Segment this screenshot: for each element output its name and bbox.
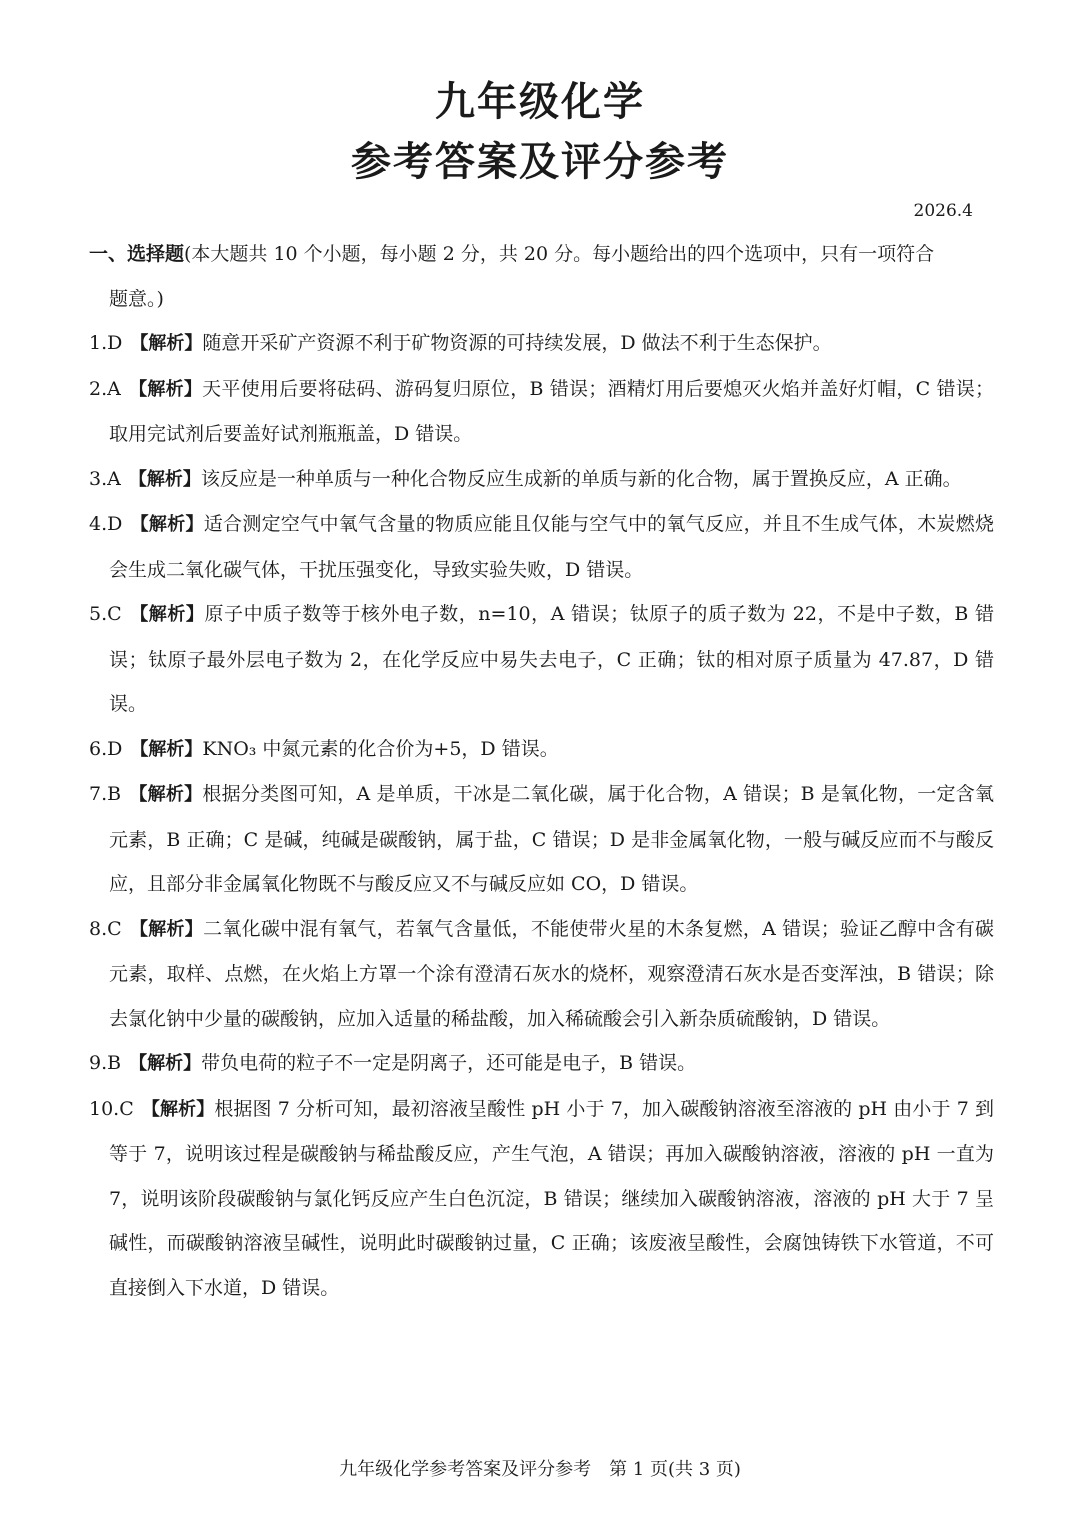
analysis-text: KNO₃ 中氮元素的化合价为+5，D 错误。 bbox=[202, 737, 559, 760]
analysis-text: 带负电荷的粒子不一定是阴离子，还可能是电子，B 错误。 bbox=[201, 1052, 697, 1074]
answer-number: 9.B bbox=[89, 1052, 122, 1074]
analysis-label: 【解析】 bbox=[130, 738, 203, 760]
answer-item bbox=[89, 772, 994, 907]
section-description-cont: 题意。) bbox=[109, 287, 164, 310]
answer-item bbox=[89, 1087, 994, 1311]
answer-number: 4.D bbox=[89, 513, 123, 535]
page-footer: 九年级化学参考答案及评分参考 第 1 页(共 3 页) bbox=[339, 1459, 741, 1480]
answer-number: 5.C bbox=[89, 603, 122, 625]
analysis-label: 【解析】 bbox=[129, 1053, 202, 1074]
analysis-label: 【解析】 bbox=[130, 514, 204, 535]
answer-number: 7.B bbox=[89, 783, 122, 805]
answer-item bbox=[89, 592, 994, 727]
section-description: (本大题共 10 个小题，每小题 2 分，共 20 分。每小题给出的四个选项中，只有一项符合 bbox=[184, 243, 935, 265]
answer-item bbox=[89, 321, 994, 367]
analysis-text: 天平使用后要将砝码、游码复归原位，B 错误；酒精灯用后要熄灭火焰并盖好灯帽，C 错误；取用完试剂后要盖好试剂瓶瓶盖，D 错误。 bbox=[109, 377, 995, 445]
analysis-text: 原子中质子数等于核外电子数，n=10，A 错误；钛原子的质子数为 22，不是中子数，B 错误；钛原子最外层电子数为 2，在化学反应中易失去电子，C 正确；钛的相对原子质量为 47.87，D 错误。 bbox=[109, 603, 994, 715]
answer-content bbox=[89, 232, 994, 1310]
section-title: 一、选择题 bbox=[89, 243, 185, 265]
answer-number: 8.C bbox=[89, 917, 122, 940]
analysis-text: 随意开采矿产资源不利于矿物资源的可持续发展，D 做法不利于生态保护。 bbox=[202, 332, 832, 354]
answer-number: 2.A bbox=[89, 377, 121, 400]
answer-item bbox=[89, 457, 994, 503]
answer-list bbox=[89, 321, 994, 1310]
answer-number: 10.C bbox=[89, 1097, 134, 1120]
answer-number: 1.D bbox=[89, 332, 123, 354]
date: 2026.4 bbox=[913, 201, 973, 221]
analysis-text: 根据图 7 分析可知，最初溶液呈酸性 pH 小于 7，加入碳酸钠溶液至溶液的 pH 由小于 7 到等于 7，说明该过程是碳酸钠与稀盐酸反应，产生气泡，A 错误；再加入碳酸钠溶液，溶液的 pH 一直为 7，说明该阶段碳酸钠与氯化钙反应产生白色沉淀，B 错误；继续加入碳酸钠溶液，溶液的 pH 大于 7 呈碱性，而碳酸钠溶液呈碱性，说明此时碳酸钠过量，C 正确；该废液呈酸性，会腐蚀铸铁下水管道，不可直接倒入下水道，D 错误。 bbox=[109, 1097, 994, 1299]
analysis-label: 【解析】 bbox=[130, 333, 203, 354]
analysis-label: 【解析】 bbox=[129, 784, 203, 805]
page-subtitle: 参考答案及评分参考 bbox=[351, 139, 729, 185]
analysis-label: 【解析】 bbox=[141, 1098, 215, 1120]
page-title: 九年级化学 bbox=[435, 79, 645, 125]
analysis-label: 【解析】 bbox=[128, 468, 201, 490]
section-heading bbox=[89, 232, 994, 321]
answer-item bbox=[89, 907, 994, 1042]
analysis-label: 【解析】 bbox=[129, 604, 205, 625]
answer-item bbox=[89, 502, 994, 592]
answer-item bbox=[89, 367, 994, 457]
analysis-label: 【解析】 bbox=[129, 918, 204, 940]
answer-number: 3.A bbox=[89, 467, 121, 490]
answer-number: 6.D bbox=[89, 737, 123, 760]
analysis-label: 【解析】 bbox=[128, 378, 203, 400]
analysis-text: 根据分类图可知，A 是单质，干冰是二氧化碳，属于化合物，A 错误；B 是氧化物，一定含氧元素，B 正确；C 是碱，纯碱是碳酸钠，属于盐，C 错误；D 是非金属氧化物，一般与碱反应而不与酸反应，且部分非金属氧化物既不与酸反应又不与碱反应如 CO，D 错误。 bbox=[109, 783, 994, 895]
analysis-text: 适合测定空气中氧气含量的物质应能且仅能与空气中的氧气反应，并且不生成气体，木炭燃烧会生成二氧化碳气体，干扰压强变化，导致实验失败，D 错误。 bbox=[109, 513, 994, 581]
answer-item bbox=[89, 727, 994, 773]
analysis-text: 该反应是一种单质与一种化合物反应生成新的单质与新的化合物，属于置换反应，A 正确。 bbox=[200, 467, 962, 490]
answer-item bbox=[89, 1041, 994, 1087]
analysis-text: 二氧化碳中混有氧气，若氧气含量低，不能使带火星的木条复燃，A 错误；验证乙醇中含有碳元素，取样、点燃，在火焰上方罩一个涂有澄清石灰水的烧杯，观察澄清石灰水是否变浑浊，B 错误；除去氯化钠中少量的碳酸钠，应加入适量的稀盐酸，加入稀硫酸会引入新杂质硫酸钠，D 错误。 bbox=[109, 917, 995, 1030]
